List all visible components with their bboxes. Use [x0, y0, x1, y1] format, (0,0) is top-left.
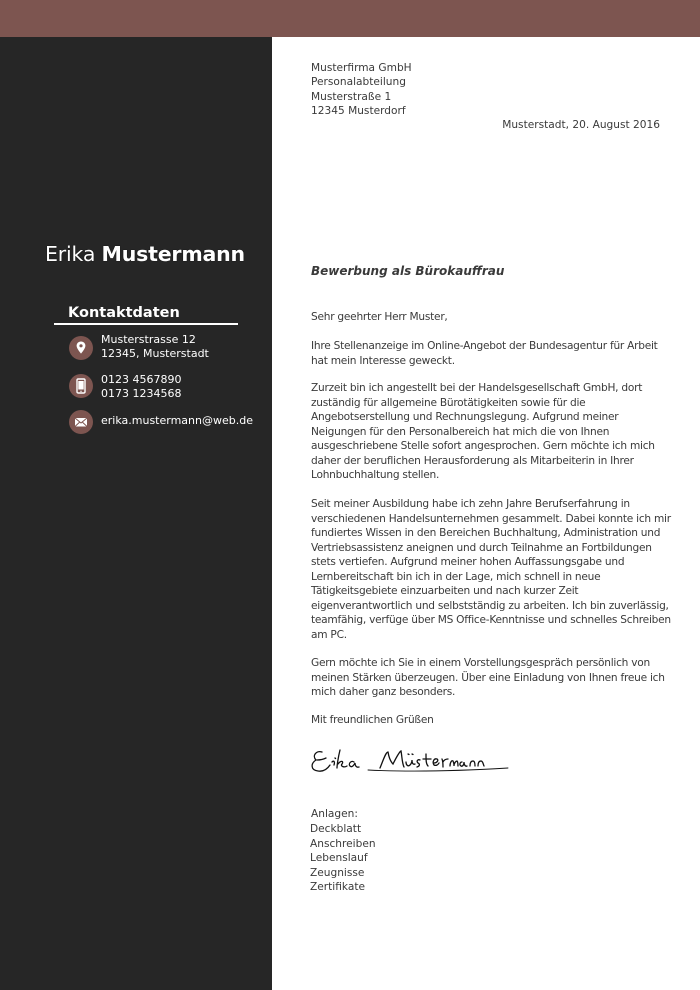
recipient-line: Musterstraße 1	[311, 90, 392, 103]
applicant-name	[0, 242, 290, 266]
paragraph-line: stets vertiefen. Aufgrund meiner hohen Auffassungsgabe und	[311, 556, 625, 568]
paragraph-line: Lohnbuchhaltung stellen.	[311, 469, 440, 481]
contact-heading: Kontaktdaten	[68, 305, 180, 321]
paragraph-line: teamfähig, verfüge über MS Office-Kenntnisse und schnelles Schreiben	[311, 614, 671, 626]
paragraph-line: mich daher ganz besonders.	[311, 686, 456, 698]
last-name: Mustermann	[101, 242, 245, 266]
contact-phone	[101, 373, 181, 401]
paragraph-line: Angebotserstellung und Rechnungslegung. Aufgrund meiner	[311, 411, 619, 423]
paragraph-line: Zurzeit bin ich angestellt bei der Handelsgesellschaft GmbH, dort	[311, 382, 643, 394]
phone-number: 0123 4567890	[101, 373, 182, 386]
recipient-line: Musterfirma GmbH	[311, 62, 412, 74]
paragraph-line: hat mein Interesse geweckt.	[311, 354, 455, 367]
attachment-item: Deckblatt	[310, 823, 362, 835]
attachment-item: Zertifikate	[310, 881, 366, 893]
address-street: Musterstrasse 12	[101, 333, 196, 346]
sidebar	[0, 37, 272, 990]
location-pin-icon	[69, 336, 93, 360]
paragraph-line: Neigungen für den Personalbereich hat mich die von Ihnen	[311, 425, 610, 438]
top-accent-bar	[0, 0, 700, 37]
phone-icon	[69, 374, 93, 398]
paragraph-line: Seit meiner Ausbildung habe ich zehn Jahre Berufserfahrung in	[311, 498, 630, 510]
letter-date: Musterstadt, 20. August 2016	[502, 119, 660, 131]
contact-heading-underline	[54, 323, 238, 325]
paragraph-line: am PC.	[311, 628, 347, 641]
paragraph-line: Lernbereitschaft bin ich in der Lage, mich schnell in neue	[311, 570, 601, 583]
paragraph-line: meinen Stärken überzeugen. Über eine Einladung von Ihnen freue ich	[311, 671, 665, 684]
paragraph-line: Gern möchte ich Sie in einem Vorstellungsgespräch persönlich von	[311, 657, 650, 669]
paragraph-line: Tätigkeitsgebiete einzuarbeiten und nach kurzer Zeit	[311, 585, 579, 597]
contact-address	[101, 333, 209, 361]
mail-icon	[69, 410, 93, 434]
recipient-line: 12345 Musterdorf	[311, 105, 406, 118]
paragraph-line: Ihre Stellenanzeige im Online-Angebot der Bundesagentur für Arbeit	[311, 340, 658, 352]
paragraph	[311, 656, 671, 700]
paragraph-line: verschiedenen Handelsunternehmen gesammelt. Dabei konnte ich mir	[311, 512, 671, 525]
paragraph-line: fundiertes Wissen in den Bereichen Buchhaltung, Administration und	[311, 527, 661, 539]
contact-email[interactable]	[101, 414, 253, 428]
letter-subject: Bewerbung als Bürokauffrau	[311, 264, 505, 278]
recipient-line: Personalabteilung	[311, 76, 406, 89]
first-name: Erika	[45, 242, 96, 266]
paragraph	[311, 339, 671, 368]
attachment-item: Zeugnisse	[310, 866, 365, 879]
paragraph-line: daher der beruflichen Herausforderung als Mitarbeiterin in Ihrer	[311, 454, 634, 467]
email-address[interactable]: erika.mustermann@web.de	[101, 414, 253, 427]
attachment-item: Lebenslauf	[310, 852, 368, 864]
attachments-label: Anlagen:	[311, 808, 358, 820]
paragraph-line: zuständig für allgemeine Bürotätigkeiten sowie für die	[311, 396, 586, 409]
salutation: Sehr geehrter Herr Muster,	[311, 311, 448, 323]
address-city: 12345, Musterstadt	[101, 347, 209, 360]
signature	[308, 740, 518, 784]
closing: Mit freundlichen Grüßen	[311, 714, 434, 726]
paragraph-line: Vertriebsassistenz aneignen und durch Teilnahme an Fortbildungen	[311, 541, 652, 554]
paragraph	[311, 381, 671, 483]
recipient-address	[311, 61, 412, 119]
mobile-number: 0173 1234568	[101, 387, 182, 400]
attachments-list	[310, 822, 376, 895]
paragraph	[311, 497, 671, 642]
paragraph-line: ausgeschriebene Stelle sofort angesprochen. Gern möchte ich mich	[311, 440, 655, 452]
attachment-item: Anschreiben	[310, 837, 376, 850]
paragraph-line: eigenverantwortlich und selbstständig zu arbeiten. Ich bin zuverlässig,	[311, 599, 669, 612]
